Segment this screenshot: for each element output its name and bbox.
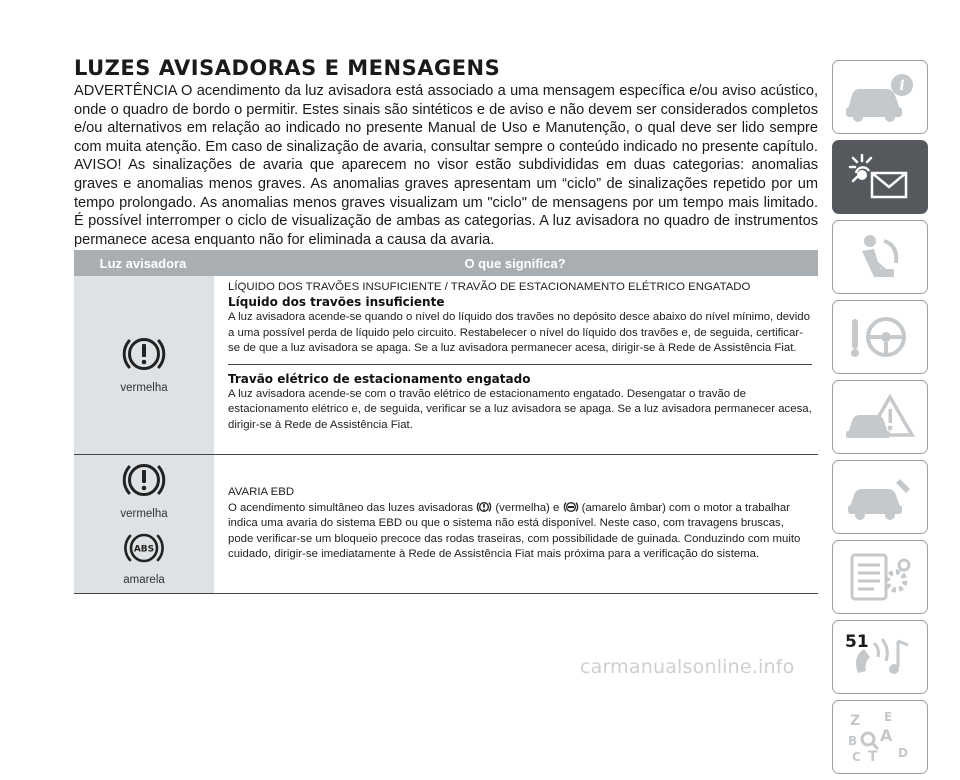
section-brake-fluid xyxy=(228,276,812,356)
light-color-label-yellow: amarela xyxy=(123,574,165,586)
table-row xyxy=(74,276,818,455)
light-color-label: vermelha xyxy=(120,382,168,394)
car-service-icon xyxy=(840,467,920,527)
chapter-tab-safety[interactable] xyxy=(832,220,928,294)
warning-lights-table xyxy=(74,250,818,594)
section-title: Líquido dos travões insuficiente xyxy=(228,295,445,310)
meaning-cell xyxy=(214,276,818,454)
chapter-tab-emergency[interactable] xyxy=(832,380,928,454)
abs-inline-icon xyxy=(563,500,579,514)
index-letter: T xyxy=(868,749,878,765)
abs-icon-text: ABS xyxy=(133,544,155,555)
steering-wheel-icon xyxy=(840,307,920,367)
index-letter: D xyxy=(898,746,908,760)
emergency-icon xyxy=(840,387,920,447)
section-text: A luz avisadora acende-se quando o nível do líquido dos travões no depósito desce abaixo do nível mínimo, devido a uma possível perda de líquido pelo circuito. Restabelecer o nível do líquido dos travões e, de seguida, certificar-se de que a luz avisadora se apaga. Se a luz avisadora permanecer acesa, dirigir-se à Rede de Assistência Fiat. xyxy=(228,311,810,354)
index-icon xyxy=(840,707,920,767)
chapter-tab-warning-lights[interactable] xyxy=(832,140,928,214)
car-info-icon xyxy=(840,67,920,127)
page-number: 51 xyxy=(845,632,869,652)
chapter-tab-driving[interactable] xyxy=(832,300,928,374)
chapter-tab-technical-data[interactable] xyxy=(832,540,928,614)
chapter-sidebar xyxy=(832,60,932,780)
svg-text:i: i xyxy=(899,78,905,94)
watermark: carmanualsonline.info xyxy=(580,656,795,678)
brake-warning-icon xyxy=(120,456,168,504)
table-header xyxy=(74,250,818,276)
section-parking-brake xyxy=(228,364,812,433)
section-ebd-failure xyxy=(228,455,812,562)
chapter-tab-car-info[interactable] xyxy=(832,60,928,134)
chapter-tab-service[interactable] xyxy=(832,460,928,534)
warning-lights-messages-icon xyxy=(840,147,920,207)
section-caps-heading: AVARIA EBD xyxy=(228,486,295,498)
light-color-label-red: vermelha xyxy=(120,508,168,520)
ebd-text-part-3: (amarelo âmbar) com o motor a trabalhar indica uma avaria do sistema EBD ou que o sistema não está disponível. Neste caso, com travagens bruscas, pode verificar-se um bloqueio precoce das rodas traseiras, com possibilidade de guinada. Conduzindo com muito cuidado, dirigir-se imediatamente à Rede de Assistência Fiat mais próxima para a verificação do sistema. xyxy=(228,502,801,560)
index-letter: A xyxy=(880,726,893,745)
section-text: A luz avisadora acende-se com o travão elétrico de estacionamento engatado. Desengatar o travão de estacionamento elétrico e, de seguida, verificar se a luz avisadora se apaga. Se a luz avisadora permanecer acesa, dirigir-se à Rede de Assistência Fiat. xyxy=(228,388,812,431)
ebd-text-part-2: (vermelha) e xyxy=(495,502,560,515)
index-letter: Z xyxy=(850,713,861,729)
index-letter: C xyxy=(852,750,861,764)
table-row xyxy=(74,455,818,594)
intro-paragraph-aviso: AVISO! As sinalizações de avaria que aparecem no visor estão subdivididas em duas categorias: anomalias graves e anomalias menos graves. As anomalias graves apresentam um “ciclo” de sinalizações repetido por um tempo prolongado. As anomalias menos graves visualizam um "ciclo" de mensagens por um tempo mais limitado. É possível interromper o ciclo de visualização de ambas as categorias. A luz avisadora no quadro de instrumentos permanece acesa enquanto não for eliminada a causa da avaria. xyxy=(74,157,818,248)
index-letter: B xyxy=(848,734,858,748)
brake-warning-inline-icon xyxy=(476,500,492,514)
section-title: Travão elétrico de estacionamento engatado xyxy=(228,372,531,387)
intro-text xyxy=(74,82,818,249)
header-meaning: O que significa? xyxy=(464,255,566,271)
warning-light-cell xyxy=(74,455,214,593)
section-caps-heading: LÍQUIDO DOS TRAVÕES INSUFICIENTE / TRAVÃO DE ESTACIONAMENTO ELÉTRICO ENGATADO xyxy=(228,281,751,293)
intro-paragraph-advertencia: ADVERTÊNCIA O acendimento da luz avisadora está associado a uma mensagem específica e/ou aviso acústico, onde o quadro de bordo o permitir. Estes sinais são sintéticos e de aviso e não devem ser considerados completos e/ou alternativos em relação ao indicado no presente Manual de Uso e Manutenção, o qual deve ser lido sempre com muita atenção. Em caso de sinalização de avaria, consultar sempre o conteúdo indicado no presente capítulo. xyxy=(74,83,818,155)
section-text xyxy=(228,500,812,562)
ebd-text-part-1: O acendimento simultâneo das luzes avisadoras xyxy=(228,502,474,515)
index-letter: E xyxy=(884,710,893,724)
seat-safety-icon xyxy=(840,227,920,287)
brake-warning-icon xyxy=(120,330,168,378)
meaning-cell xyxy=(214,455,818,593)
chapter-tab-index[interactable] xyxy=(832,700,928,774)
technical-data-icon xyxy=(840,547,920,607)
page-title: LUZES AVISADORAS E MENSAGENS xyxy=(74,56,501,80)
abs-warning-icon xyxy=(122,526,166,570)
warning-light-cell xyxy=(74,276,214,454)
header-warning-light: Luz avisadora xyxy=(99,255,187,271)
